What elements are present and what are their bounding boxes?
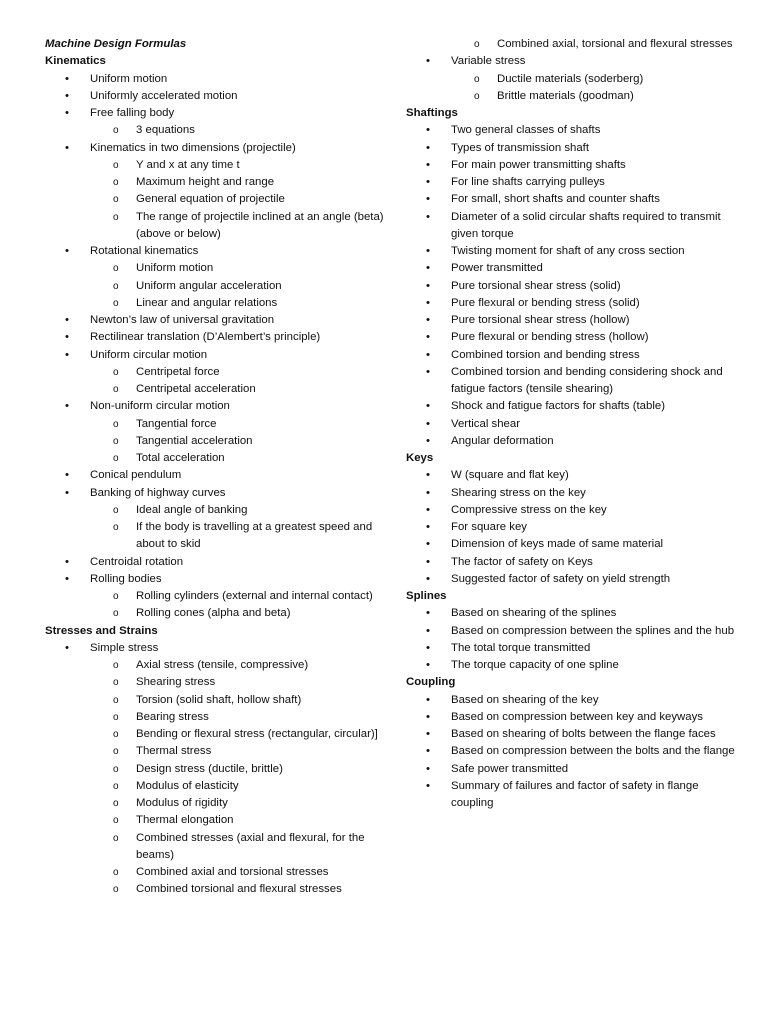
sub-item: o Total acceleration [45,450,385,467]
sub-item: o Combined stresses (axial and flexural, for the beams) [45,830,385,865]
bullet-item: • Angular deformation [406,433,736,450]
bullet-item: • Twisting moment for shaft of any cross section [406,243,736,260]
sub-item: o Rolling cones (alpha and beta) [45,605,385,622]
sub-item: o Modulus of rigidity [45,795,385,812]
bullet-item: • Banking of highway curves [45,485,385,502]
bullet-item: • Safe power transmitted [406,761,736,778]
bullet-item: • Based on compression between the bolts and the flange [406,743,736,760]
sub-item: o Centripetal acceleration [45,381,385,398]
bullet-item: • Power transmitted [406,260,736,277]
bullet-item: • Based on shearing of the key [406,692,736,709]
sub-item: o Ductile materials (soderberg) [406,71,736,88]
bullet-item: • Uniformly accelerated motion [45,88,385,105]
section-heading: Splines [406,590,447,602]
bullet-item: • Compressive stress on the key [406,502,736,519]
section-heading: Stresses and Strains [45,624,158,637]
bullet-item: • Two general classes of shafts [406,122,736,139]
bullet-item: • Conical pendulum [45,467,385,484]
right-continued-list [406,36,736,105]
bullet-item: • W (square and flat key) [406,467,736,484]
bullet-item: • Non-uniform circular motion [45,398,385,415]
bullet-item: • Pure flexural or bending stress (hollow) [406,329,736,346]
sub-item: o Shearing stress [45,674,385,691]
sub-item: o Combined axial, torsional and flexural stresses [406,36,736,53]
bullet-item: • Dimension of keys made of same material [406,536,736,553]
bullet-item: • The torque capacity of one spline [406,657,736,674]
left-column [45,36,385,899]
sub-item: o Thermal stress [45,743,385,760]
bullet-item: • Types of transmission shaft [406,140,736,157]
bullet-item: • Kinematics in two dimensions (projectile) [45,140,385,157]
sub-item: o 3 equations [45,122,385,139]
bullet-item: • Newton’s law of universal gravitation [45,312,385,329]
bullet-item: • Pure torsional shear stress (solid) [406,278,736,295]
bullet-item: • Simple stress [45,640,385,657]
sub-item: o Thermal elongation [45,812,385,829]
bullet-item: • Combined torsion and bending stress [406,347,736,364]
sub-item: o Axial stress (tensile, compressive) [45,657,385,674]
section-heading: Shaftings [406,107,458,119]
sub-item: o Uniform motion [45,260,385,277]
sub-item: o Torsion (solid shaft, hollow shaft) [45,692,385,709]
bullet-item: • Uniform circular motion [45,347,385,364]
sub-item: o Combined axial and torsional stresses [45,864,385,881]
sub-item: o The range of projectile inclined at an angle (beta) (above or below) [45,209,385,244]
document-title: Machine Design Formulas [45,38,187,50]
bullet-item: • Shearing stress on the key [406,485,736,502]
bullet-item: • Pure torsional shear stress (hollow) [406,312,736,329]
sub-item: o Tangential acceleration [45,433,385,450]
sub-item: o Ideal angle of banking [45,502,385,519]
sub-item: o If the body is travelling at a greatest speed and about to skid [45,519,385,554]
bullet-item: • Based on shearing of bolts between the flange faces [406,726,736,743]
sub-item: o Design stress (ductile, brittle) [45,761,385,778]
bullet-item: • For small, short shafts and counter shafts [406,191,736,208]
sub-item: o Tangential force [45,416,385,433]
bullet-item: • Variable stress [406,53,736,70]
right-sections [406,105,736,812]
right-column [406,36,736,812]
sub-item: o Linear and angular relations [45,295,385,312]
sub-item: o Centripetal force [45,364,385,381]
bullet-item: • For square key [406,519,736,536]
bullet-item: • The total torque transmitted [406,640,736,657]
sub-item: o Maximum height and range [45,174,385,191]
sub-item: o Uniform angular acceleration [45,278,385,295]
bullet-item: • Based on shearing of the splines [406,605,736,622]
sub-item: o Y and x at any time t [45,157,385,174]
bullet-item: • Diameter of a solid circular shafts required to transmit given torque [406,209,736,244]
sub-item: o Modulus of elasticity [45,778,385,795]
sub-item: o Bending or flexural stress (rectangular, circular)] [45,726,385,743]
bullet-item: • Pure flexural or bending stress (solid) [406,295,736,312]
sub-item: o Brittle materials (goodman) [406,88,736,105]
bullet-item: • Based on compression between the splines and the hub [406,623,736,640]
sub-item: o General equation of projectile [45,191,385,208]
section-heading: Keys [406,452,434,464]
bullet-item: • The factor of safety on Keys [406,554,736,571]
bullet-item: • Rolling bodies [45,571,385,588]
bullet-item: • Uniform motion [45,71,385,88]
bullet-item: • Rectilinear translation (D’Alembert’s principle) [45,329,385,346]
sub-item: o Rolling cylinders (external and internal contact) [45,588,385,605]
bullet-item: • Vertical shear [406,416,736,433]
section-heading: Kinematics [45,55,106,68]
left-sections [45,53,385,898]
bullet-item: • Summary of failures and factor of safety in flange coupling [406,778,736,813]
bullet-item: • Combined torsion and bending considering shock and fatigue factors (tensile shearing) [406,364,736,399]
sub-item: o Bearing stress [45,709,385,726]
bullet-item: • Shock and fatigue factors for shafts (table) [406,398,736,415]
bullet-item: • Free falling body [45,105,385,122]
section-heading: Coupling [406,676,456,689]
bullet-item: • For line shafts carrying pulleys [406,174,736,191]
bullet-item: • Centroidal rotation [45,554,385,571]
bullet-item: • Rotational kinematics [45,243,385,260]
bullet-item: • For main power transmitting shafts [406,157,736,174]
bullet-item: • Suggested factor of safety on yield strength [406,571,736,588]
sub-item: o Combined torsional and flexural stresses [45,881,385,898]
bullet-item: • Based on compression between key and keyways [406,709,736,726]
